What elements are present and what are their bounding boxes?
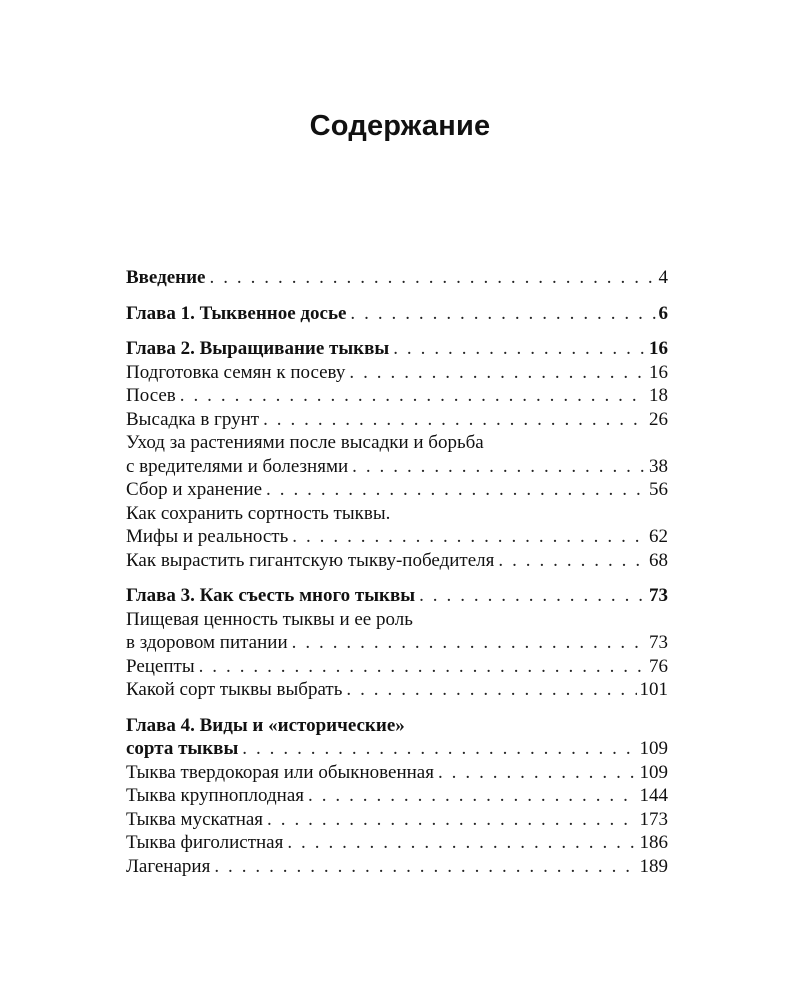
toc-entry-title: в здоровом питании xyxy=(126,632,288,653)
toc-entry xyxy=(126,608,668,632)
toc-entry-title: Уход за растениями после высадки и борьба xyxy=(126,432,484,453)
toc-leader-dots xyxy=(242,737,636,761)
toc-entry-title: с вредителями и болезнями xyxy=(126,455,349,477)
toc-leader-dots xyxy=(350,302,655,326)
toc-entry-title: Как вырастить гигантскую тыкву-победителя xyxy=(126,549,495,571)
toc-leader-dots xyxy=(393,337,646,361)
toc-entry xyxy=(126,678,668,702)
toc-entry-title: Введение xyxy=(126,267,206,288)
toc-entry-title: Глава 3. Как съесть много тыквы xyxy=(126,585,416,606)
toc-entry xyxy=(126,455,668,479)
toc-leader-dots xyxy=(352,455,646,479)
toc-entry-title: Мифы и реальность xyxy=(126,526,289,547)
toc-page-number: 109 xyxy=(639,761,668,783)
toc-chapter-entry xyxy=(126,737,668,761)
toc-leader-dots xyxy=(263,408,646,432)
toc-entry xyxy=(126,831,668,855)
toc-entry xyxy=(126,549,668,573)
toc-page-number: 16 xyxy=(649,338,668,359)
toc-page-number: 16 xyxy=(649,361,668,383)
toc-leader-dots xyxy=(180,384,646,408)
toc-page-number: 189 xyxy=(639,855,668,877)
toc-entry-title: Глава 1. Тыквенное досье xyxy=(126,302,347,324)
toc-page-number: 101 xyxy=(639,679,668,700)
toc-entry xyxy=(126,631,668,655)
toc-chapter-entry xyxy=(126,584,668,608)
toc-leader-dots xyxy=(438,761,637,785)
toc-page-number: 144 xyxy=(639,785,668,806)
toc-page-number: 173 xyxy=(639,808,668,830)
toc-leader-dots xyxy=(346,678,636,702)
toc-entry xyxy=(126,525,668,549)
toc-entry-title: Лагенария xyxy=(126,855,211,877)
toc-entry xyxy=(126,784,668,808)
toc-entry xyxy=(126,431,668,455)
toc-page-number: 73 xyxy=(649,632,668,653)
toc-page-number: 56 xyxy=(649,479,668,500)
toc-entry-title: Тыква мускатная xyxy=(126,808,264,830)
toc-entry-title: Глава 2. Выращивание тыквы xyxy=(126,338,390,359)
toc-entry-title: Подготовка семян к посеву xyxy=(126,361,346,383)
toc-chapter-entry xyxy=(126,714,668,738)
toc-leader-dots xyxy=(287,831,636,855)
toc-entry-title: Тыква твердокорая или обыкновенная xyxy=(126,761,434,783)
toc-leader-dots xyxy=(267,808,636,832)
toc-entry xyxy=(126,361,668,385)
toc-entry-title: Тыква крупноплодная xyxy=(126,785,304,806)
toc-entry xyxy=(126,384,668,408)
toc-entry xyxy=(126,478,668,502)
toc-page-number: 18 xyxy=(649,385,668,406)
toc-entry-title: Посев xyxy=(126,385,176,406)
toc-leader-dots xyxy=(349,361,646,385)
toc-page-number: 76 xyxy=(649,655,668,677)
toc-leader-dots xyxy=(308,784,637,808)
toc-entry xyxy=(126,761,668,785)
toc-page-number: 73 xyxy=(649,585,668,606)
toc-entry xyxy=(126,655,668,679)
toc-entry xyxy=(126,808,668,832)
toc-entry xyxy=(126,408,668,432)
toc-page-number: 68 xyxy=(649,549,668,571)
toc-leader-dots xyxy=(199,655,646,679)
toc-page-number: 38 xyxy=(649,455,668,477)
toc-entry-title: Глава 4. Виды и «исторические» xyxy=(126,714,405,736)
toc-leader-dots xyxy=(266,478,646,502)
toc-entry-title: Тыква фиголистная xyxy=(126,832,284,853)
toc-entry-title: Рецепты xyxy=(126,655,195,677)
table-of-contents xyxy=(126,266,668,878)
toc-page-number: 109 xyxy=(639,738,668,759)
toc-entry-title: Как сохранить сортность тыквы. xyxy=(126,502,391,524)
toc-page-number: 186 xyxy=(639,832,668,853)
toc-entry-title: Сбор и хранение xyxy=(126,479,263,500)
toc-entry-title: сорта тыквы xyxy=(126,738,239,759)
toc-entry-title: Пищевая ценность тыквы и ее роль xyxy=(126,608,413,630)
toc-chapter-entry xyxy=(126,266,668,290)
toc-chapter-entry xyxy=(126,302,668,326)
toc-leader-dots xyxy=(214,855,636,879)
page-title: Содержание xyxy=(309,110,491,142)
toc-page-number: 4 xyxy=(658,267,668,288)
toc-leader-dots xyxy=(292,525,646,549)
toc-entry xyxy=(126,502,668,526)
toc-leader-dots xyxy=(419,584,646,608)
toc-entry-title: Какой сорт тыквы выбрать xyxy=(126,679,343,700)
toc-entry-title: Высадка в грунт xyxy=(126,408,260,430)
toc-entry xyxy=(126,855,668,879)
toc-chapter-entry xyxy=(126,337,668,361)
toc-page-number: 6 xyxy=(658,302,668,324)
toc-page-number: 62 xyxy=(649,526,668,547)
toc-page-number: 26 xyxy=(649,408,668,430)
toc-leader-dots xyxy=(210,266,656,290)
toc-leader-dots xyxy=(292,631,646,655)
toc-leader-dots xyxy=(498,549,646,573)
